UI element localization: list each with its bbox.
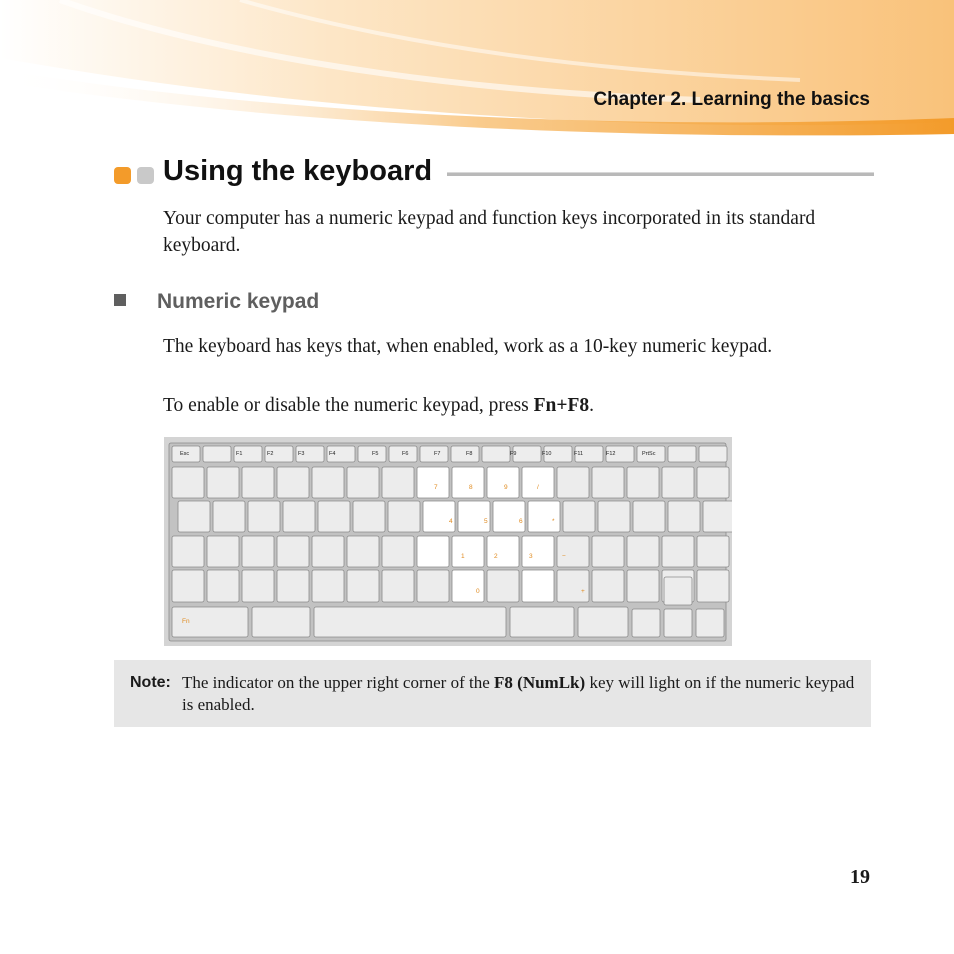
note-box <box>114 660 871 727</box>
fn-key-label: Fn <box>182 618 190 625</box>
keyboard-key <box>697 536 729 567</box>
function-row-key <box>451 446 479 462</box>
keyboard-key <box>248 501 280 532</box>
keyboard-key <box>242 467 274 498</box>
keyboard-key <box>283 501 315 532</box>
keyboard-key <box>172 536 204 567</box>
function-key-label: F6 <box>402 451 409 457</box>
note-label: Note: <box>130 674 171 691</box>
heading-rule <box>447 172 874 176</box>
header-swoosh-graphic <box>0 0 954 140</box>
keyboard-key <box>312 536 344 567</box>
keyboard-key <box>557 570 589 602</box>
numpad-key <box>522 467 554 498</box>
keyboard-key <box>347 570 379 602</box>
keyboard-key <box>382 467 414 498</box>
numpad-key <box>487 536 519 567</box>
function-key-label: F4 <box>329 451 336 457</box>
keyboard-key <box>563 501 595 532</box>
function-key-label: F11 <box>574 451 584 457</box>
keyboard-key <box>633 501 665 532</box>
keyboard-key <box>382 536 414 567</box>
keyboard-figure <box>164 437 732 646</box>
keyboard-key <box>242 536 274 567</box>
numpad-key-label: 2 <box>494 553 498 560</box>
subsection-heading <box>114 290 319 314</box>
numpad-key-label: 9 <box>504 484 508 491</box>
keyboard-key <box>347 536 379 567</box>
numpad-key <box>452 536 484 567</box>
keyboard-key <box>697 467 729 498</box>
spacebar-key <box>314 607 506 637</box>
keyboard-key <box>627 570 659 602</box>
arrow-up-key <box>664 577 692 605</box>
keyboard-key <box>277 570 309 602</box>
keyboard-key <box>662 467 694 498</box>
function-key-label: PrtSc <box>642 451 656 457</box>
keyboard-key <box>207 536 239 567</box>
keyboard-key <box>627 467 659 498</box>
keyboard-key <box>592 570 624 602</box>
numpad-key <box>452 467 484 498</box>
numpad-key <box>487 467 519 498</box>
gray-bullet-icon <box>137 167 154 184</box>
page-number: 19 <box>850 866 870 888</box>
keyboard-key <box>178 501 210 532</box>
numpad-key <box>528 501 560 532</box>
numpad-key <box>522 536 554 567</box>
keyboard-key <box>417 570 449 602</box>
keyboard-key <box>252 607 310 637</box>
function-key-label: F9 <box>510 451 517 457</box>
keyboard-key <box>213 501 245 532</box>
keyboard-key <box>557 536 589 567</box>
note-text: The indicator on the upper right corner of the F8 (NumLk) key will light on if the numeric keypad is enabled. <box>182 673 855 714</box>
square-bullet-icon <box>114 294 126 306</box>
function-row-key <box>668 446 696 462</box>
numpad-key <box>522 570 554 602</box>
function-key-label: F5 <box>372 451 379 457</box>
keyboard-key <box>353 501 385 532</box>
numpad-paragraph: The keyboard has keys that, when enabled, work as a 10-key numeric keypad. <box>163 336 773 357</box>
function-key-label: F1 <box>236 451 243 457</box>
numpad-key <box>458 501 490 532</box>
numpad-key-label: 0 <box>476 588 480 595</box>
keyboard-key <box>312 570 344 602</box>
function-key-label: F10 <box>542 451 552 457</box>
numpad-key-label: + <box>581 588 585 595</box>
keyboard-key <box>318 501 350 532</box>
keyboard-key <box>592 536 624 567</box>
keyboard-key <box>382 570 414 602</box>
numpad-key <box>452 570 484 602</box>
keyboard-illustration <box>164 437 732 646</box>
orange-bullet-icon <box>114 167 131 184</box>
function-row-key <box>482 446 510 462</box>
numpad-key-label: * <box>552 518 555 525</box>
header-band <box>0 0 954 140</box>
keyboard-key <box>277 467 309 498</box>
numpad-key-label: 5 <box>484 518 488 525</box>
note-key-text: F8 (NumLk) <box>494 673 586 692</box>
keyboard-key <box>388 501 420 532</box>
keyboard-key <box>662 536 694 567</box>
enable-paragraph: To enable or disable the numeric keypad, press Fn+F8. <box>163 395 595 416</box>
numpad-key-label: − <box>562 553 566 560</box>
numpad-key-label: 8 <box>469 484 473 491</box>
chapter-title: Chapter 2. Learning the basics <box>593 89 870 110</box>
keyboard-key <box>242 570 274 602</box>
keyboard-key <box>592 467 624 498</box>
keyboard-key <box>172 467 204 498</box>
intro-paragraph: Your computer has a numeric keypad and function keys incorporated in its standard keyboard. <box>163 208 816 256</box>
keyboard-key <box>510 607 574 637</box>
keyboard-key <box>207 570 239 602</box>
keyboard-key <box>697 570 729 602</box>
keyboard-key <box>598 501 630 532</box>
keyboard-key <box>703 501 732 532</box>
numpad-key <box>423 501 455 532</box>
numpad-key-label: 1 <box>461 553 465 560</box>
function-row-key <box>203 446 231 462</box>
function-key-label: F7 <box>434 451 441 457</box>
keyboard-key <box>627 536 659 567</box>
shortcut-text: Fn+F8 <box>533 395 590 416</box>
numpad-key-label: / <box>537 484 539 491</box>
numpad-key-label: 6 <box>519 518 523 525</box>
section-title: Using the keyboard <box>163 155 433 187</box>
arrow-down-key <box>664 609 692 637</box>
numpad-key-label: 3 <box>529 553 533 560</box>
function-key-label: F2 <box>267 451 274 457</box>
numpad-key <box>493 501 525 532</box>
keyboard-key <box>487 570 519 602</box>
keyboard-key <box>172 570 204 602</box>
function-key-label: F3 <box>298 451 305 457</box>
keyboard-key <box>347 467 379 498</box>
arrow-right-key <box>696 609 724 637</box>
subsection-title: Numeric keypad <box>157 290 320 313</box>
function-key-label: F8 <box>466 451 473 457</box>
keyboard-key <box>557 467 589 498</box>
function-key-label: Esc <box>180 451 190 457</box>
arrow-left-key <box>632 609 660 637</box>
function-row-key <box>513 446 541 462</box>
function-row-key <box>699 446 727 462</box>
numpad-key <box>417 536 449 567</box>
keyboard-key <box>207 467 239 498</box>
numpad-key-label: 7 <box>434 484 438 491</box>
function-key-label: F12 <box>606 451 616 457</box>
numpad-key <box>417 467 449 498</box>
keyboard-key <box>312 467 344 498</box>
section-heading <box>114 153 874 193</box>
keyboard-key <box>578 607 628 637</box>
numpad-key-label: 4 <box>449 518 453 525</box>
keyboard-key <box>668 501 700 532</box>
keyboard-key <box>277 536 309 567</box>
